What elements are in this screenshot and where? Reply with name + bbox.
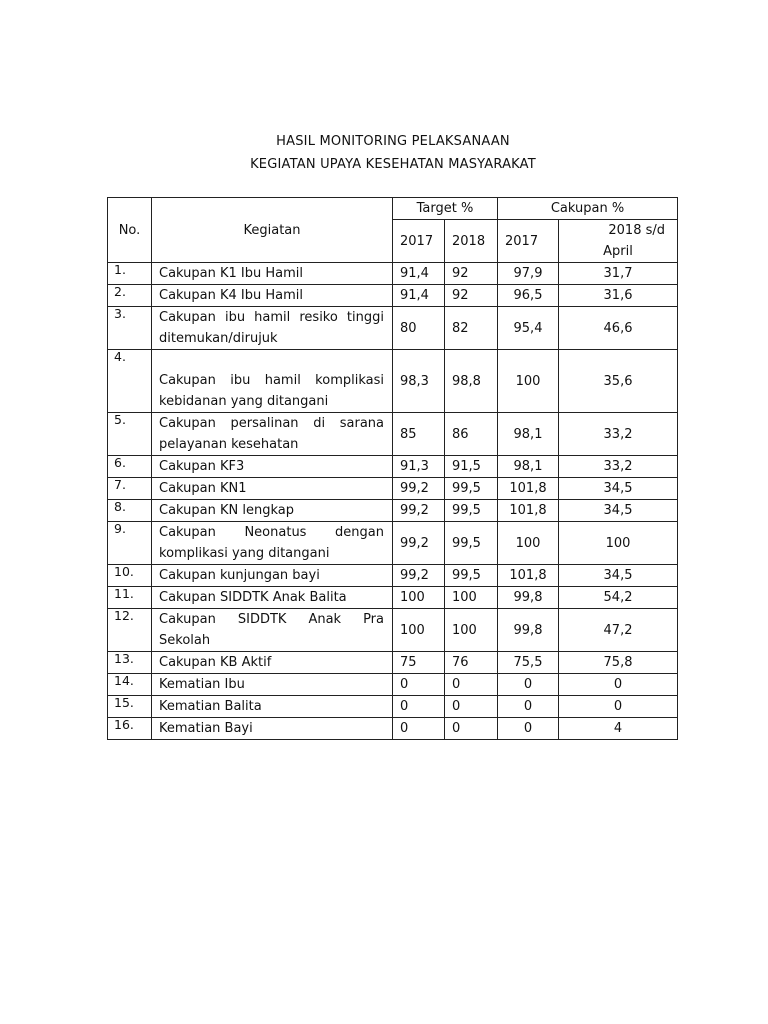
cell-no: 4. <box>108 350 152 413</box>
table-row <box>108 565 678 587</box>
table-row <box>108 413 678 456</box>
cell-cakupan-2018: 100 <box>559 522 678 565</box>
cell-kegiatan: Kematian Ibu <box>152 674 393 696</box>
cell-target-2017: 99,2 <box>393 478 445 500</box>
table-row <box>108 696 678 718</box>
cell-no: 12. <box>108 609 152 652</box>
cell-kegiatan: Cakupan KN lengkap <box>152 500 393 522</box>
table-row <box>108 350 678 413</box>
cell-cakupan-2018: 31,6 <box>559 285 678 307</box>
cell-cakupan-2017: 100 <box>498 350 559 413</box>
cell-cakupan-2017: 101,8 <box>498 500 559 522</box>
cell-cakupan-2017: 98,1 <box>498 413 559 456</box>
cell-kegiatan: Kematian Balita <box>152 696 393 718</box>
cell-cakupan-2018: 0 <box>559 674 678 696</box>
cell-target-2018: 100 <box>445 609 498 652</box>
header-kegiatan: Kegiatan <box>152 198 393 263</box>
cell-kegiatan: Cakupan KF3 <box>152 456 393 478</box>
cell-target-2018: 99,5 <box>445 500 498 522</box>
table-row <box>108 285 678 307</box>
cell-no: 3. <box>108 307 152 350</box>
header-cakupan-2017: 2017 <box>498 220 559 263</box>
cell-target-2017: 91,4 <box>393 285 445 307</box>
cell-target-2018: 99,5 <box>445 478 498 500</box>
cell-kegiatan: Cakupan K1 Ibu Hamil <box>152 263 393 285</box>
cell-kegiatan: Cakupan KN1 <box>152 478 393 500</box>
cell-kegiatan: Cakupan ibu hamil resiko tinggi ditemukan/dirujuk <box>152 307 393 350</box>
cell-cakupan-2017: 99,8 <box>498 609 559 652</box>
cell-target-2018: 98,8 <box>445 350 498 413</box>
cell-target-2018: 92 <box>445 263 498 285</box>
cell-cakupan-2018: 31,7 <box>559 263 678 285</box>
cell-cakupan-2018: 0 <box>559 696 678 718</box>
cell-no: 6. <box>108 456 152 478</box>
cell-cakupan-2018: 33,2 <box>559 456 678 478</box>
cell-cakupan-2018: 54,2 <box>559 587 678 609</box>
cell-target-2017: 100 <box>393 587 445 609</box>
cell-cakupan-2017: 75,5 <box>498 652 559 674</box>
cell-target-2017: 100 <box>393 609 445 652</box>
cell-cakupan-2018: 75,8 <box>559 652 678 674</box>
cell-no: 9. <box>108 522 152 565</box>
cell-cakupan-2017: 0 <box>498 718 559 740</box>
cell-target-2017: 91,3 <box>393 456 445 478</box>
cell-kegiatan: Cakupan KB Aktif <box>152 652 393 674</box>
cell-no: 11. <box>108 587 152 609</box>
cell-cakupan-2017: 95,4 <box>498 307 559 350</box>
cell-kegiatan: Cakupan Neonatus dengan komplikasi yang ditangani <box>152 522 393 565</box>
cell-cakupan-2017: 0 <box>498 674 559 696</box>
cell-target-2018: 99,5 <box>445 522 498 565</box>
cell-no: 10. <box>108 565 152 587</box>
cell-target-2018: 0 <box>445 718 498 740</box>
cell-cakupan-2018: 33,2 <box>559 413 678 456</box>
cell-no: 16. <box>108 718 152 740</box>
header-target-2018: 2018 <box>445 220 498 263</box>
cell-kegiatan: Cakupan kunjungan bayi <box>152 565 393 587</box>
cell-cakupan-2017: 97,9 <box>498 263 559 285</box>
cell-cakupan-2018: 4 <box>559 718 678 740</box>
cell-target-2017: 80 <box>393 307 445 350</box>
cell-cakupan-2017: 101,8 <box>498 478 559 500</box>
cell-cakupan-2018: 34,5 <box>559 478 678 500</box>
header-target-2017: 2017 <box>393 220 445 263</box>
header-no: No. <box>108 198 152 263</box>
cell-no: 7. <box>108 478 152 500</box>
cell-target-2018: 82 <box>445 307 498 350</box>
cell-kegiatan: Cakupan K4 Ibu Hamil <box>152 285 393 307</box>
cell-target-2018: 100 <box>445 587 498 609</box>
cell-target-2017: 91,4 <box>393 263 445 285</box>
table-row <box>108 307 678 350</box>
cell-kegiatan: Cakupan SIDDTK Anak Pra Sekolah <box>152 609 393 652</box>
cell-cakupan-2018: 46,6 <box>559 307 678 350</box>
cell-no: 1. <box>108 263 152 285</box>
cell-target-2017: 99,2 <box>393 522 445 565</box>
cell-no: 2. <box>108 285 152 307</box>
cell-cakupan-2017: 100 <box>498 522 559 565</box>
cell-target-2018: 91,5 <box>445 456 498 478</box>
cell-target-2017: 0 <box>393 674 445 696</box>
cell-kegiatan: Kematian Bayi <box>152 718 393 740</box>
cell-cakupan-2018: 35,6 <box>559 350 678 413</box>
cell-cakupan-2017: 101,8 <box>498 565 559 587</box>
cell-cakupan-2017: 0 <box>498 696 559 718</box>
header-cakupan-2018-line1: 2018 s/d <box>608 223 666 238</box>
header-target: Target % <box>393 198 498 220</box>
cell-target-2017: 98,3 <box>393 350 445 413</box>
table-row <box>108 609 678 652</box>
cell-cakupan-2018: 34,5 <box>559 500 678 522</box>
table-row <box>108 263 678 285</box>
table-row <box>108 652 678 674</box>
cell-target-2018: 0 <box>445 696 498 718</box>
table-row <box>108 587 678 609</box>
header-cakupan: Cakupan % <box>498 198 678 220</box>
cell-no: 8. <box>108 500 152 522</box>
cell-target-2018: 92 <box>445 285 498 307</box>
document-title-line1: HASIL MONITORING PELAKSANAAN <box>276 134 510 149</box>
cell-target-2017: 75 <box>393 652 445 674</box>
cell-cakupan-2017: 98,1 <box>498 456 559 478</box>
table-row <box>108 500 678 522</box>
cell-target-2018: 99,5 <box>445 565 498 587</box>
table-row <box>108 456 678 478</box>
cell-kegiatan: Cakupan persalinan di sarana pelayanan kesehatan <box>152 413 393 456</box>
table-row <box>108 674 678 696</box>
cell-target-2017: 0 <box>393 718 445 740</box>
cell-kegiatan: Cakupan SIDDTK Anak Balita <box>152 587 393 609</box>
cell-cakupan-2017: 96,5 <box>498 285 559 307</box>
cell-cakupan-2018: 34,5 <box>559 565 678 587</box>
table-row <box>108 718 678 740</box>
cell-target-2017: 0 <box>393 696 445 718</box>
cell-cakupan-2018: 47,2 <box>559 609 678 652</box>
document-title-line2: KEGIATAN UPAYA KESEHATAN MASYARAKAT <box>250 157 536 172</box>
cell-target-2018: 0 <box>445 674 498 696</box>
monitoring-table <box>107 197 678 740</box>
cell-target-2017: 85 <box>393 413 445 456</box>
cell-target-2018: 76 <box>445 652 498 674</box>
cell-no: 14. <box>108 674 152 696</box>
cell-target-2017: 99,2 <box>393 565 445 587</box>
cell-target-2017: 99,2 <box>393 500 445 522</box>
cell-cakupan-2017: 99,8 <box>498 587 559 609</box>
header-cakupan-2018 <box>559 220 678 263</box>
header-cakupan-2018-line2: April <box>603 244 633 259</box>
cell-target-2018: 86 <box>445 413 498 456</box>
cell-no: 5. <box>108 413 152 456</box>
table-row <box>108 478 678 500</box>
cell-no: 13. <box>108 652 152 674</box>
cell-kegiatan: Cakupan ibu hamil komplikasi kebidanan yang ditangani <box>152 350 393 413</box>
table-row <box>108 522 678 565</box>
cell-no: 15. <box>108 696 152 718</box>
table-header-row <box>108 198 678 220</box>
